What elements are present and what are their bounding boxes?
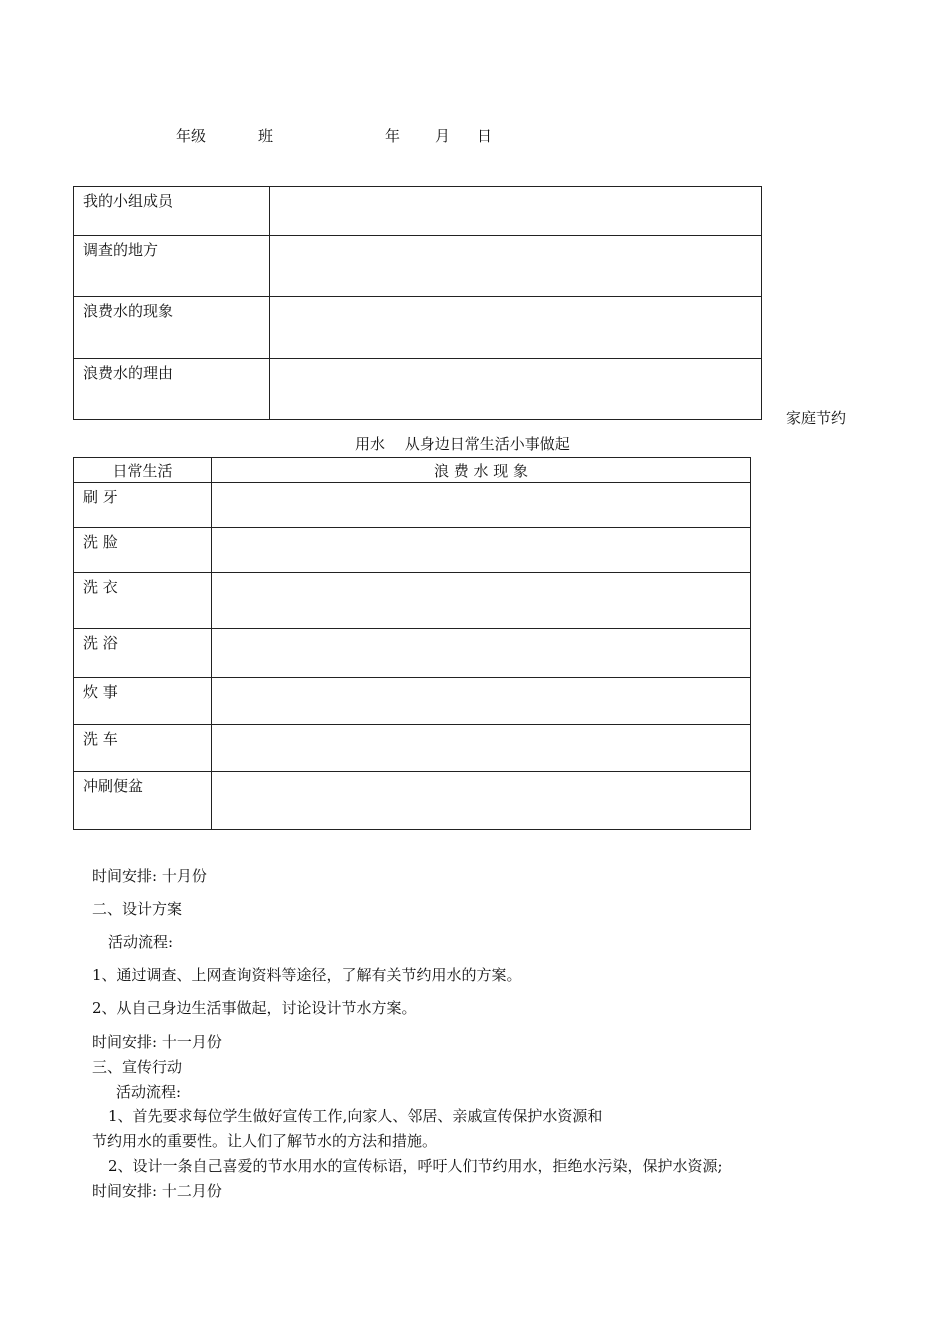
side-label: 家庭节约 [786, 409, 847, 427]
info-label-members: 我的小组成员 [74, 187, 270, 236]
daily-label-laundry: 洗 衣 [74, 573, 212, 629]
promotion-item-2: 2、设计一条自己喜爱的节水用水的宣传标语，呼吁人们节约用水，拒绝水污染，保护水资源; [108, 1157, 723, 1175]
daily-label-car-wash: 洗 车 [74, 725, 212, 772]
info-table [73, 186, 762, 420]
schedule-october: 时间安排: 十月份 [92, 867, 207, 885]
info-field-phenomenon[interactable] [270, 297, 762, 359]
daily-field-bathing[interactable] [212, 629, 751, 678]
info-label-place: 调查的地方 [74, 236, 270, 297]
daily-field-wash-face[interactable] [212, 528, 751, 573]
schedule-november: 时间安排: 十一月份 [92, 1033, 222, 1051]
section-promotion: 三、宣传行动 [92, 1058, 183, 1076]
section-design-plan: 二、设计方案 [92, 900, 183, 918]
design-item-1: 1、通过调查、上网查询资料等途径，了解有关节约用水的方案。 [92, 966, 522, 984]
promotion-item-1b: 节约用水的重要性。让人们了解节水的方法和措施。 [92, 1132, 438, 1150]
daily-col-header-activity: 日常生活 [74, 458, 212, 483]
daily-label-cooking: 炊 事 [74, 678, 212, 725]
design-item-2: 2、从自己身边生活事做起，讨论设计节水方案。 [92, 999, 417, 1017]
daily-label-toilet: 冲刷便盆 [74, 772, 212, 830]
daily-field-laundry[interactable] [212, 573, 751, 629]
daily-field-toilet[interactable] [212, 772, 751, 830]
promotion-item-1a: 1、首先要求每位学生做好宣传工作,向家人、邻居、亲戚宣传保护水资源和 [108, 1107, 603, 1125]
activity-flow-label-2: 活动流程: [116, 1083, 182, 1101]
info-label-reason: 浪费水的理由 [74, 359, 270, 420]
daily-label-wash-face: 洗 脸 [74, 528, 212, 573]
grade-label: 年级 [176, 127, 207, 145]
info-field-place[interactable] [270, 236, 762, 297]
year-label: 年 [385, 127, 401, 145]
activity-flow-label: 活动流程: [108, 933, 174, 951]
daily-label-brush-teeth: 刷 牙 [74, 483, 212, 528]
class-label: 班 [258, 127, 274, 145]
day-label: 日 [477, 127, 493, 145]
info-field-reason[interactable] [270, 359, 762, 420]
daily-field-car-wash[interactable] [212, 725, 751, 772]
info-label-phenomenon: 浪费水的现象 [74, 297, 270, 359]
month-label: 月 [435, 127, 451, 145]
daily-col-header-waste: 浪 费 水 现 象 [212, 458, 751, 483]
schedule-december: 时间安排: 十二月份 [92, 1182, 222, 1200]
daily-table [73, 457, 751, 830]
daily-label-bathing: 洗 浴 [74, 629, 212, 678]
daily-field-brush-teeth[interactable] [212, 483, 751, 528]
info-field-members[interactable] [270, 187, 762, 236]
daily-field-cooking[interactable] [212, 678, 751, 725]
section-title: 用水 从身边日常生活小事做起 [355, 435, 570, 453]
